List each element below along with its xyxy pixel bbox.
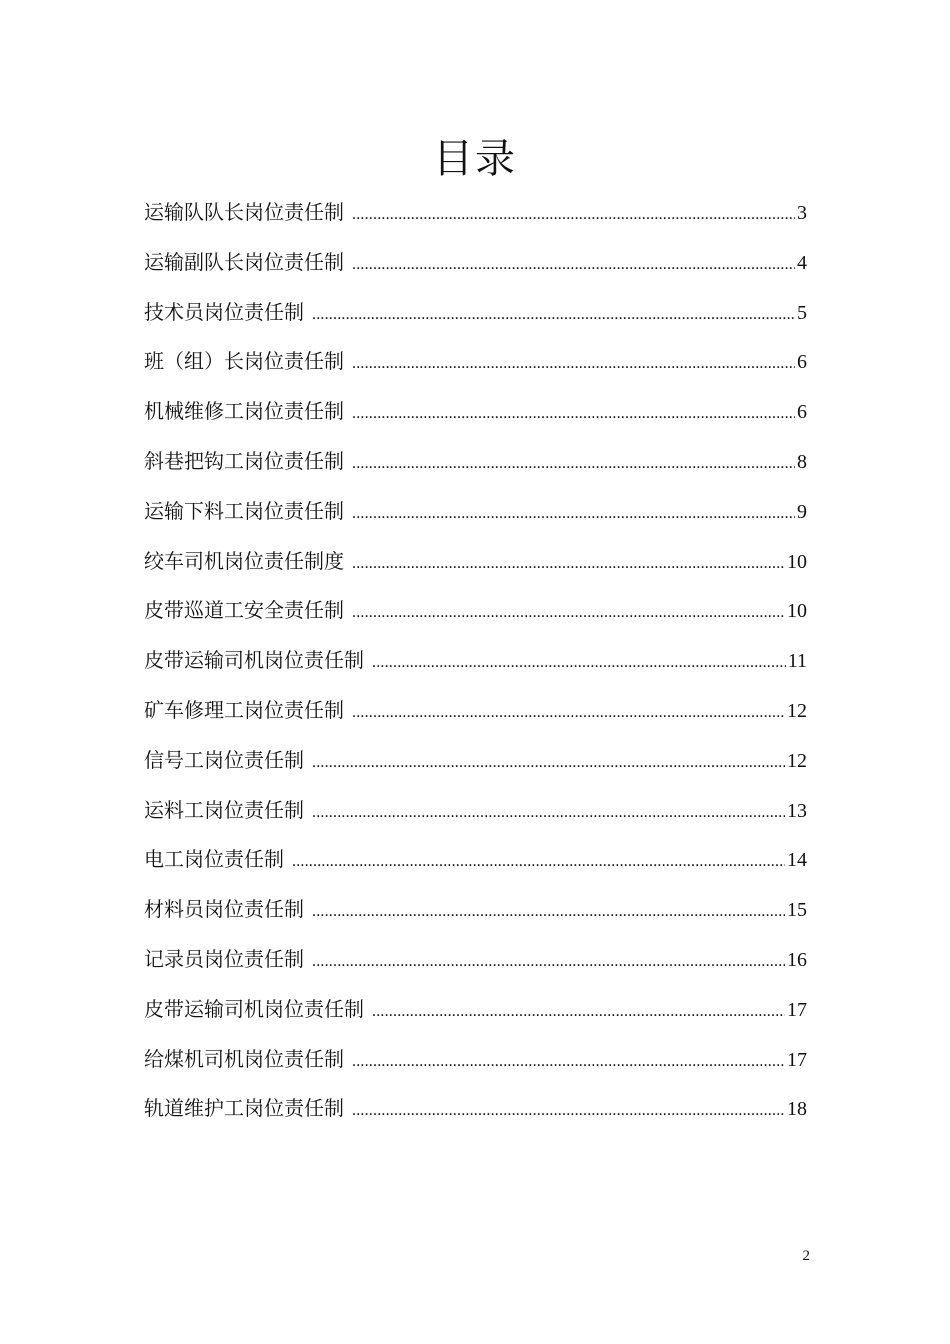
toc-entry-page: 6 <box>797 401 807 424</box>
toc-title: 目录 <box>433 135 517 182</box>
toc-entry-label: 班（组）长岗位责任制 <box>144 349 344 374</box>
toc-entry-label: 给煤机司机岗位责任制 <box>144 1046 344 1071</box>
toc-entry-label: 绞车司机岗位责任制度 <box>144 548 344 573</box>
toc-entry-page: 11 <box>787 650 807 673</box>
toc-entry-page: 6 <box>797 351 807 374</box>
toc-entry[interactable] <box>144 937 807 987</box>
toc-entry-page: 12 <box>787 699 807 722</box>
toc-entry[interactable] <box>144 539 807 589</box>
toc-entry-page: 10 <box>787 600 807 623</box>
toc-dot-leader <box>312 741 785 785</box>
toc-dot-leader <box>352 1040 785 1084</box>
toc-dot-leader <box>292 840 785 884</box>
toc-entry[interactable] <box>144 389 807 439</box>
toc-entry-page: 9 <box>797 500 807 523</box>
toc-dot-leader <box>372 990 785 1034</box>
toc-dot-leader <box>352 1089 785 1133</box>
toc-entry-label: 信号工岗位责任制 <box>144 747 304 772</box>
toc-entry-label: 轨道维护工岗位责任制 <box>144 1096 344 1121</box>
toc-entry[interactable] <box>144 688 807 738</box>
toc-dot-leader <box>352 342 795 386</box>
toc-entry[interactable] <box>144 190 807 240</box>
toc-entry-page: 12 <box>787 749 807 772</box>
toc-entry-page: 3 <box>797 202 807 224</box>
toc-dot-leader <box>352 691 785 735</box>
toc-entry-label: 运输队队长岗位责任制 <box>144 200 344 224</box>
toc-entry-label: 运料工岗位责任制 <box>144 797 304 822</box>
toc-entry-page: 10 <box>787 550 807 573</box>
toc-entry-label: 运输副队长岗位责任制 <box>144 249 344 274</box>
toc-dot-leader <box>352 193 795 237</box>
toc-entry-label: 材料员岗位责任制 <box>144 897 304 922</box>
toc-dot-leader <box>352 243 795 287</box>
toc-dot-leader <box>312 940 785 984</box>
toc-entry-page: 13 <box>787 799 807 822</box>
toc-entry[interactable] <box>144 489 807 539</box>
toc-entry-page: 14 <box>787 849 807 872</box>
toc-dot-leader <box>352 392 795 436</box>
toc-entry[interactable] <box>144 240 807 290</box>
toc-entry-page: 17 <box>787 1048 807 1071</box>
toc-entry-label: 皮带运输司机岗位责任制 <box>144 996 364 1021</box>
toc-entry-page: 8 <box>797 450 807 473</box>
toc-entry-page: 4 <box>797 251 807 274</box>
toc-entry-label: 技术员岗位责任制 <box>144 299 304 324</box>
toc-dot-leader <box>312 890 785 934</box>
toc-entry-page: 18 <box>787 1098 807 1121</box>
toc-entry[interactable] <box>144 588 807 638</box>
toc-entry-label: 斜巷把钩工岗位责任制 <box>144 448 344 473</box>
toc-entry-page: 5 <box>797 301 807 324</box>
toc-entry-label: 皮带巡道工安全责任制 <box>144 598 344 623</box>
toc-entry-label: 皮带运输司机岗位责任制 <box>144 648 364 673</box>
toc-entry[interactable] <box>144 788 807 838</box>
toc-entry-label: 电工岗位责任制 <box>144 847 284 872</box>
toc-dot-leader <box>352 591 785 635</box>
toc-entry[interactable] <box>144 290 807 340</box>
toc-entry-page: 17 <box>787 998 807 1021</box>
toc-entry-label: 机械维修工岗位责任制 <box>144 399 344 424</box>
toc-list <box>144 190 807 1136</box>
toc-dot-leader <box>352 542 785 586</box>
toc-dot-leader <box>312 791 785 835</box>
toc-entry[interactable] <box>144 887 807 937</box>
toc-entry[interactable] <box>144 339 807 389</box>
toc-entry-label: 矿车修理工岗位责任制 <box>144 697 344 722</box>
toc-entry[interactable] <box>144 738 807 788</box>
toc-dot-leader <box>352 492 795 536</box>
toc-entry-page: 15 <box>787 899 807 922</box>
toc-entry[interactable] <box>144 638 807 688</box>
toc-entry[interactable] <box>144 439 807 489</box>
toc-entry[interactable] <box>144 1037 807 1087</box>
toc-entry[interactable] <box>144 1086 807 1136</box>
toc-entry-label: 记录员岗位责任制 <box>144 946 304 971</box>
toc-entry[interactable] <box>144 987 807 1037</box>
toc-entry-page: 16 <box>787 948 807 971</box>
toc-dot-leader <box>372 641 786 685</box>
toc-entry[interactable] <box>144 837 807 887</box>
toc-entry-label: 运输下料工岗位责任制 <box>144 498 344 523</box>
toc-dot-leader <box>312 293 795 337</box>
page-number: 2 <box>802 1248 810 1264</box>
toc-dot-leader <box>352 442 795 486</box>
